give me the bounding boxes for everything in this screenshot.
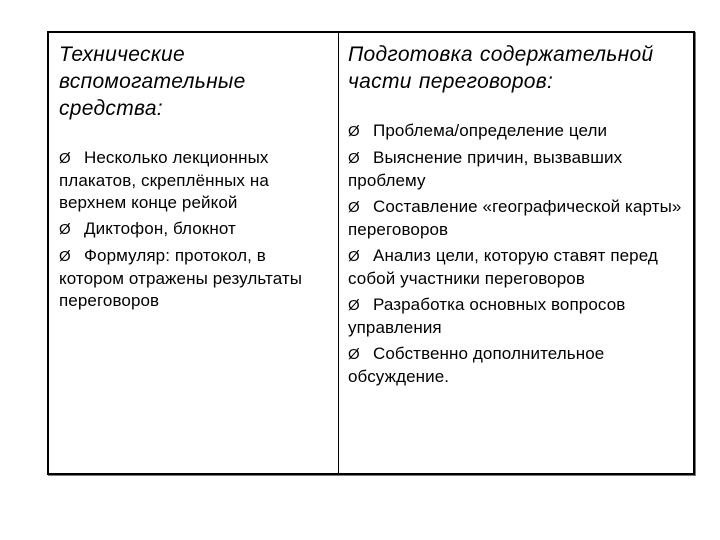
column-technical-aids [49, 33, 339, 473]
list-item-text: Анализ цели, которую ставят перед собой участники переговоров [348, 246, 658, 288]
list-item-text: Несколько лекционных плакатов, скреплённых на верхнем конце рейкой [59, 148, 269, 212]
list-item-text: Собственно дополнительное обсуждение. [348, 344, 605, 386]
column-header: Подготовка содержательной части переговоров: [348, 43, 654, 93]
list-item [348, 120, 687, 143]
list-item [59, 218, 330, 241]
list-item-text: Формуляр: протокол, в котором отражены результаты переговоров [59, 246, 303, 310]
technical-aids-list [59, 147, 330, 312]
list-item [348, 343, 687, 388]
content-table [47, 31, 695, 475]
list-item-text: Выяснение причин, вызвавших проблему [348, 148, 623, 190]
list-item [348, 196, 687, 241]
arrow-bullet-icon: Ø [59, 150, 71, 167]
arrow-bullet-icon: Ø [348, 297, 360, 314]
list-item-text: Разработка основных вопросов управления [348, 295, 626, 337]
arrow-bullet-icon: Ø [348, 199, 360, 216]
column-content-preparation [339, 33, 693, 473]
list-item [59, 245, 330, 312]
arrow-bullet-icon: Ø [348, 248, 360, 265]
arrow-bullet-icon: Ø [348, 150, 360, 167]
list-item-text: Диктофон, блокнот [84, 219, 236, 238]
list-item [348, 245, 687, 290]
list-item-text: Проблема/определение цели [373, 121, 608, 140]
arrow-bullet-icon: Ø [348, 123, 360, 140]
arrow-bullet-icon: Ø [59, 248, 71, 265]
arrow-bullet-icon: Ø [348, 346, 360, 363]
list-item [59, 147, 330, 214]
arrow-bullet-icon: Ø [59, 221, 71, 238]
list-item-text: Составление «географической карты» переговоров [348, 197, 682, 239]
list-item [348, 147, 687, 192]
column-header: Технические вспомогательные средства: [59, 43, 246, 120]
content-preparation-list [348, 120, 687, 388]
list-item [348, 294, 687, 339]
